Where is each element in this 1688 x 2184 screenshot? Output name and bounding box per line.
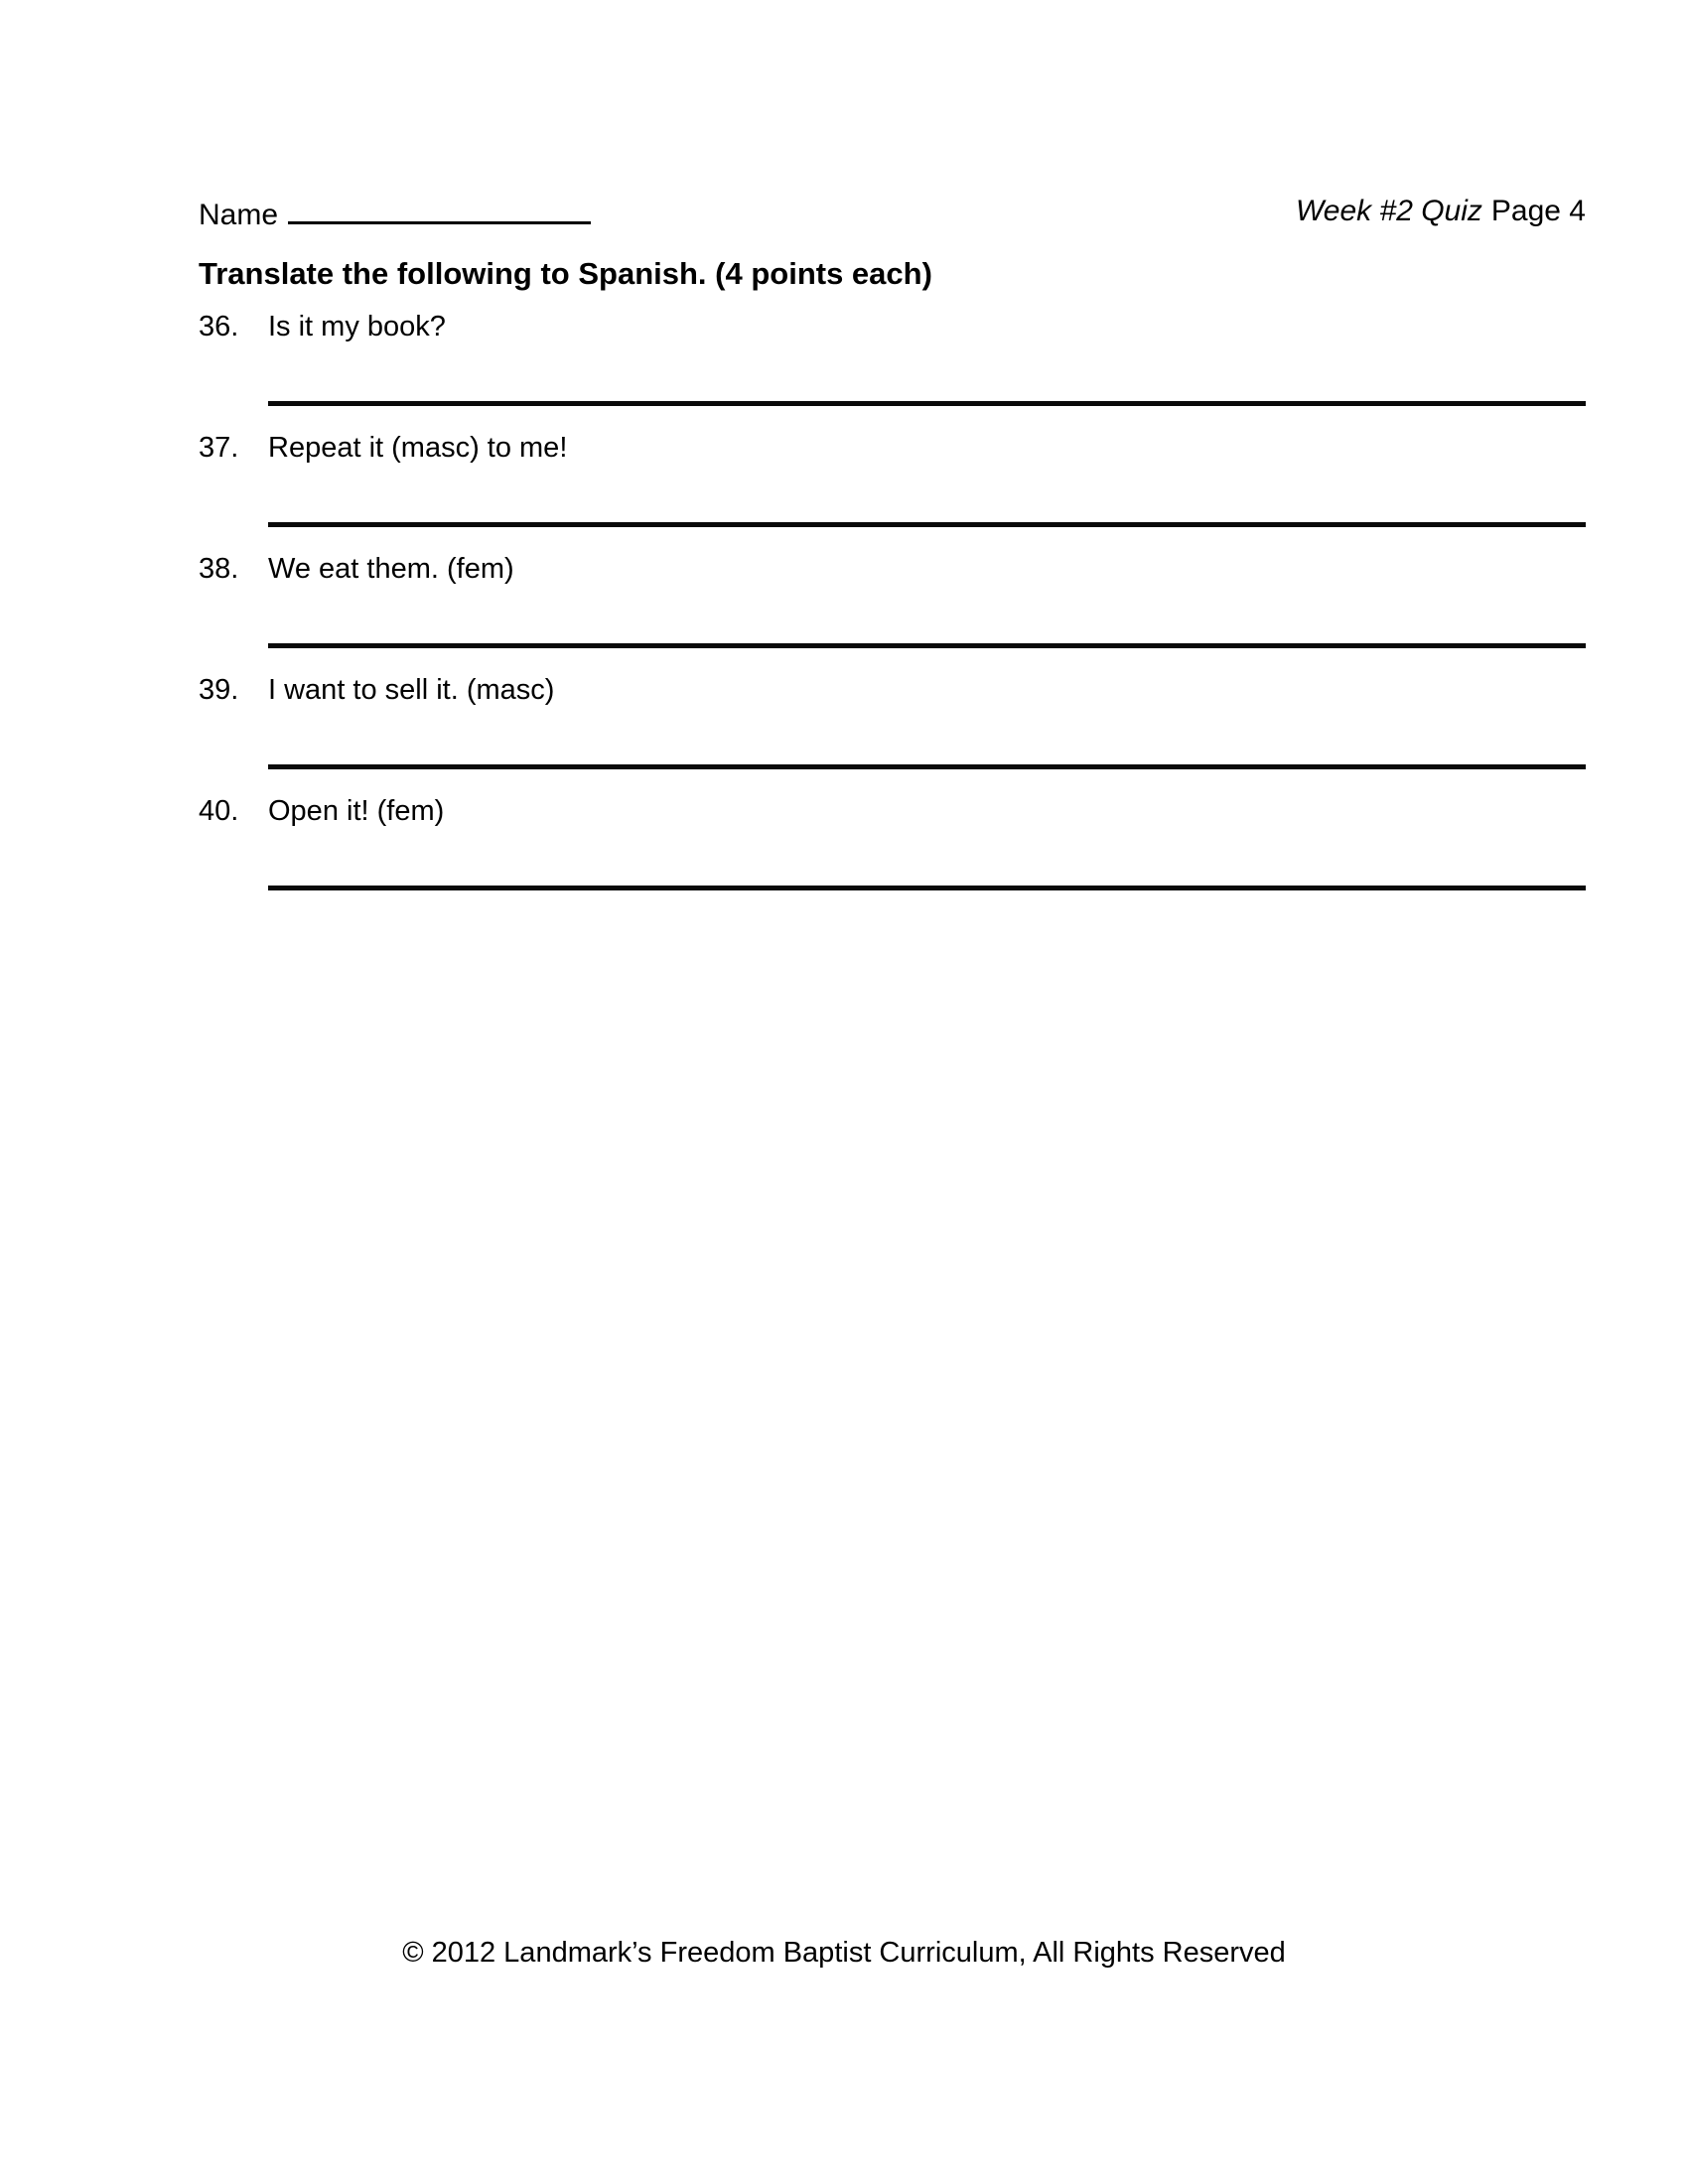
section-heading: Translate the following to Spanish. (4 points each) bbox=[199, 256, 932, 291]
question-item bbox=[199, 553, 1586, 648]
question-text: We eat them. (fem) bbox=[268, 553, 514, 585]
question-number: 38. bbox=[199, 553, 239, 585]
name-blank-line bbox=[288, 195, 591, 224]
page-header bbox=[199, 195, 1586, 234]
question-list bbox=[199, 311, 1586, 916]
question-number: 39. bbox=[199, 674, 239, 706]
question-item bbox=[199, 795, 1586, 890]
question-text: I want to sell it. (masc) bbox=[268, 674, 555, 706]
question-text: Repeat it (masc) to me! bbox=[268, 432, 568, 464]
name-field-group bbox=[199, 195, 591, 232]
page-number-label: Page 4 bbox=[1490, 195, 1586, 227]
question-row bbox=[199, 553, 1586, 585]
question-item bbox=[199, 674, 1586, 769]
question-row bbox=[199, 795, 1586, 827]
answer-line bbox=[268, 401, 1586, 406]
name-label: Name bbox=[199, 199, 279, 231]
copyright-footer: © 2012 Landmark’s Freedom Baptist Curriculum, All Rights Reserved bbox=[402, 1937, 1286, 1969]
question-number: 37. bbox=[199, 432, 239, 464]
question-row bbox=[199, 674, 1586, 706]
header-right bbox=[1296, 195, 1586, 228]
answer-line bbox=[268, 643, 1586, 648]
question-item bbox=[199, 311, 1586, 406]
question-number: 40. bbox=[199, 795, 239, 827]
question-row bbox=[199, 432, 1586, 464]
question-text: Open it! (fem) bbox=[268, 795, 445, 827]
question-item bbox=[199, 432, 1586, 527]
answer-line bbox=[268, 764, 1586, 769]
answer-line bbox=[268, 522, 1586, 527]
question-row bbox=[199, 311, 1586, 342]
quiz-title: Week #2 Quiz bbox=[1296, 195, 1482, 227]
question-text: Is it my book? bbox=[268, 311, 446, 342]
question-number: 36. bbox=[199, 311, 239, 342]
answer-line bbox=[268, 886, 1586, 890]
